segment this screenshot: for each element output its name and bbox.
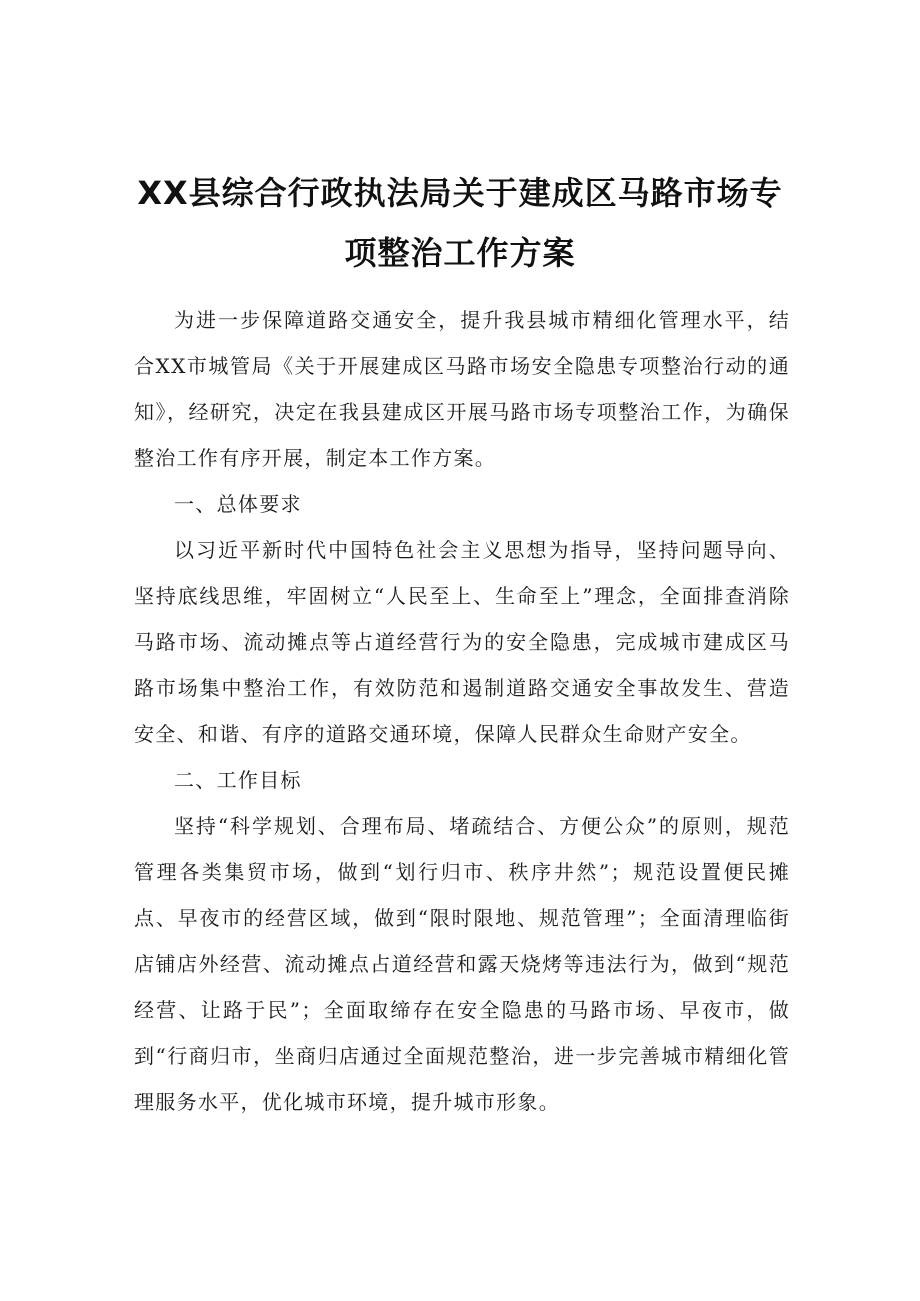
section-1-paragraph: 以习近平新时代中国特色社会主义思想为指导，坚持问题导向、坚持底线思维，牢固树立“人民至上、生命至上”理念，全面排查消除马路市场、流动摊点等占道经营行为的安全隐患，完成城市建成区马路市场集中整治工作，有效防范和遏制道路交通安全事故发生、营造安全、和谐、有序的道路交通环境，保障人民群众生命财产安全。 [134,538,790,746]
title-line-2: 项整治工作方案 [344,234,576,272]
section-2-paragraph: 坚持“科学规划、合理布局、堵疏结合、方便公众”的原则，规范管理各类集贸市场，做到“划行归市、秩序井然”；规范设置便民摊点、早夜市的经营区域，做到“限时限地、规范管理”；全面清理临街店铺店外经营、流动摊点占道经营和露天烧烤等违法行为，做到“规范经营、让路于民”；全面取缔存在安全隐患的马路市场、早夜市，做到“行商归市，坐商归店通过全面规范整治，进一步完善城市精细化管理服务水平，优化城市环境，提升城市形象。 [134,814,790,1114]
document-body [134,297,790,1125]
title-line-1: XX县综合行政执法局关于建成区马路市场专 [137,174,783,212]
section-1-heading: 一、总体要求 [174,492,302,516]
document-title [120,163,800,283]
intro-paragraph: 为进一步保障道路交通安全，提升我县城市精细化管理水平，结合XX市城管局《关于开展建成区马路市场安全隐患专项整治行动的通知》，经研究，决定在我县建成区开展马路市场专项整治工作，为确保整治工作有序开展，制定本工作方案。 [134,308,790,470]
section-2-heading: 二、工作目标 [174,768,302,792]
